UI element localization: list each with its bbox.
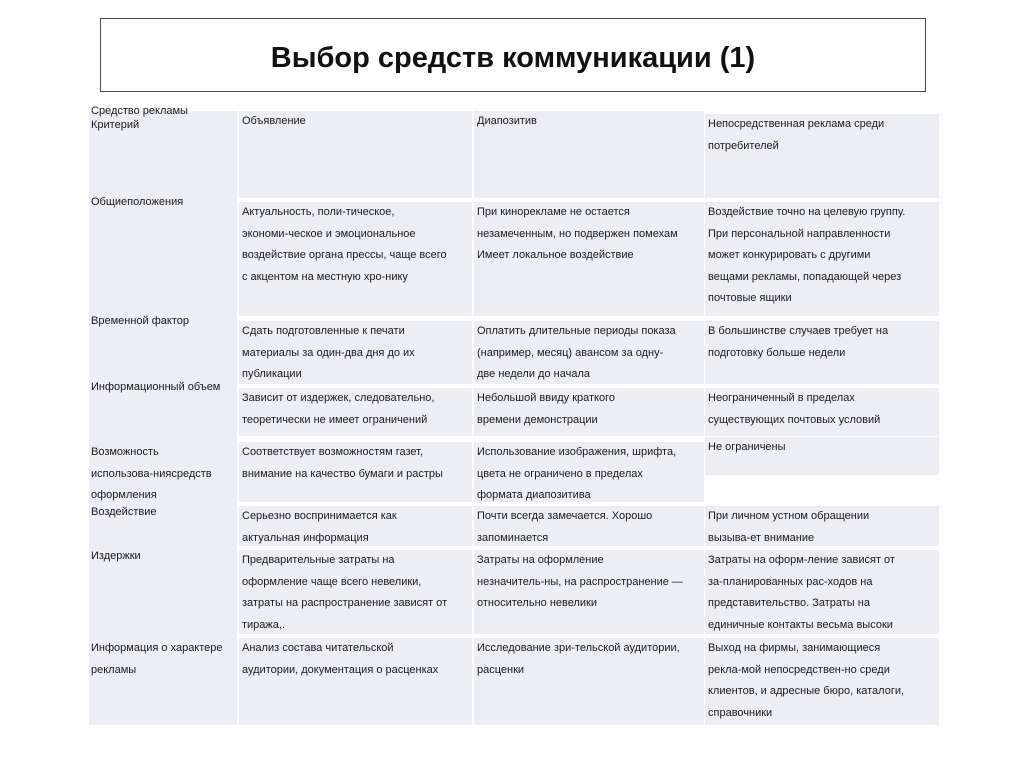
criterion-info-volume: Информационный объем [91,381,221,393]
criterion-header: Средство рекламы Критерий [91,105,188,131]
criterion-costs: Издержки [91,550,141,562]
title-box [100,18,926,92]
cell-costs-ad: Предварительные затраты на оформление чаще всего невелики, затраты на распространение зависят от тиража,. [239,550,472,634]
cell-time-ad: Сдать подготовленные к печати материалы за один-два дня до их публикации [239,321,472,384]
cell-design-ad: Соответствует возможностям газет, внимание на качество бумаги и растры [239,442,472,502]
cell-impact-slide: Почти всегда замечается. Хорошо запоминается [474,506,704,546]
cell-general-ad: Актуальность, поли-тическое, экономи-ческое и эмоциональное воздействие органа прессы, чаще всего с акцентом на местную хро-нику [239,202,472,316]
cell-character-direct: Выход на фирмы, занимающиеся рекла-мой непосредствен-но среди клиентов, и адресные бюро, каталоги, справочники [705,638,939,725]
cell-design-slide: Использование изображения, шрифта, цвета не ограничено в пределах формата диапозитива [474,442,704,502]
cell-costs-slide: Затраты на оформление незначитель-ны, на распространение — относительно невелики [474,550,704,634]
cell-character-slide: Исследование зри-тельской аудитории, расценки [474,638,704,725]
cell-character-ad: Анализ состава читательской аудитории, документация о расценках [239,638,472,725]
cell-design-direct: Не ограничены [705,437,939,475]
cell-volume-direct: Неограниченный в пределах существующих почтовых условий [705,388,939,436]
header-direct: Непосредственная реклама среди потребителей [705,114,939,198]
criterion-time: Временной фактор [91,315,189,327]
cell-time-direct: В большинстве случаев требует на подготовку больше недели [705,321,939,384]
header-ad: Объявление [239,111,472,198]
cell-time-slide: Оплатить длительные периоды показа (например, месяц) авансом за одну- две недели до начала [474,321,704,384]
cell-general-slide: При кинорекламе не остается незамеченным, но подвержен помехам Имеет локальное воздействие [474,202,704,316]
criterion-general: Общиеположения [91,196,184,208]
cell-impact-ad: Серьезно воспринимается как актуальная информация [239,506,472,546]
criterion-impact: Воздействие [91,506,157,518]
page-title: Выбор средств коммуникации (1) [270,41,756,74]
cell-volume-slide: Небольшой ввиду краткого времени демонстрации [474,388,704,436]
criterion-info-character: Информация о характере рекламы [91,642,223,676]
header-slide: Диапозитив [474,111,704,198]
cell-general-direct: Воздействие точно на целевую группу. При персональной направленности может конкурировать с другими вещами рекламы, попадающей через почтовые ящики [705,202,939,316]
criterion-design: Возможность использова-ниясредств оформления [91,446,212,501]
cell-costs-direct: Затраты на оформ-ление зависят от за-планированных рас-ходов на представительство. Затраты на единичные контакты весьма высоки [705,550,939,634]
cell-impact-direct: При личном устном обращении вызыва-ет внимание [705,506,939,546]
cell-volume-ad: Зависит от издержек, следовательно, теоретически не имеет ограничений [239,388,472,436]
